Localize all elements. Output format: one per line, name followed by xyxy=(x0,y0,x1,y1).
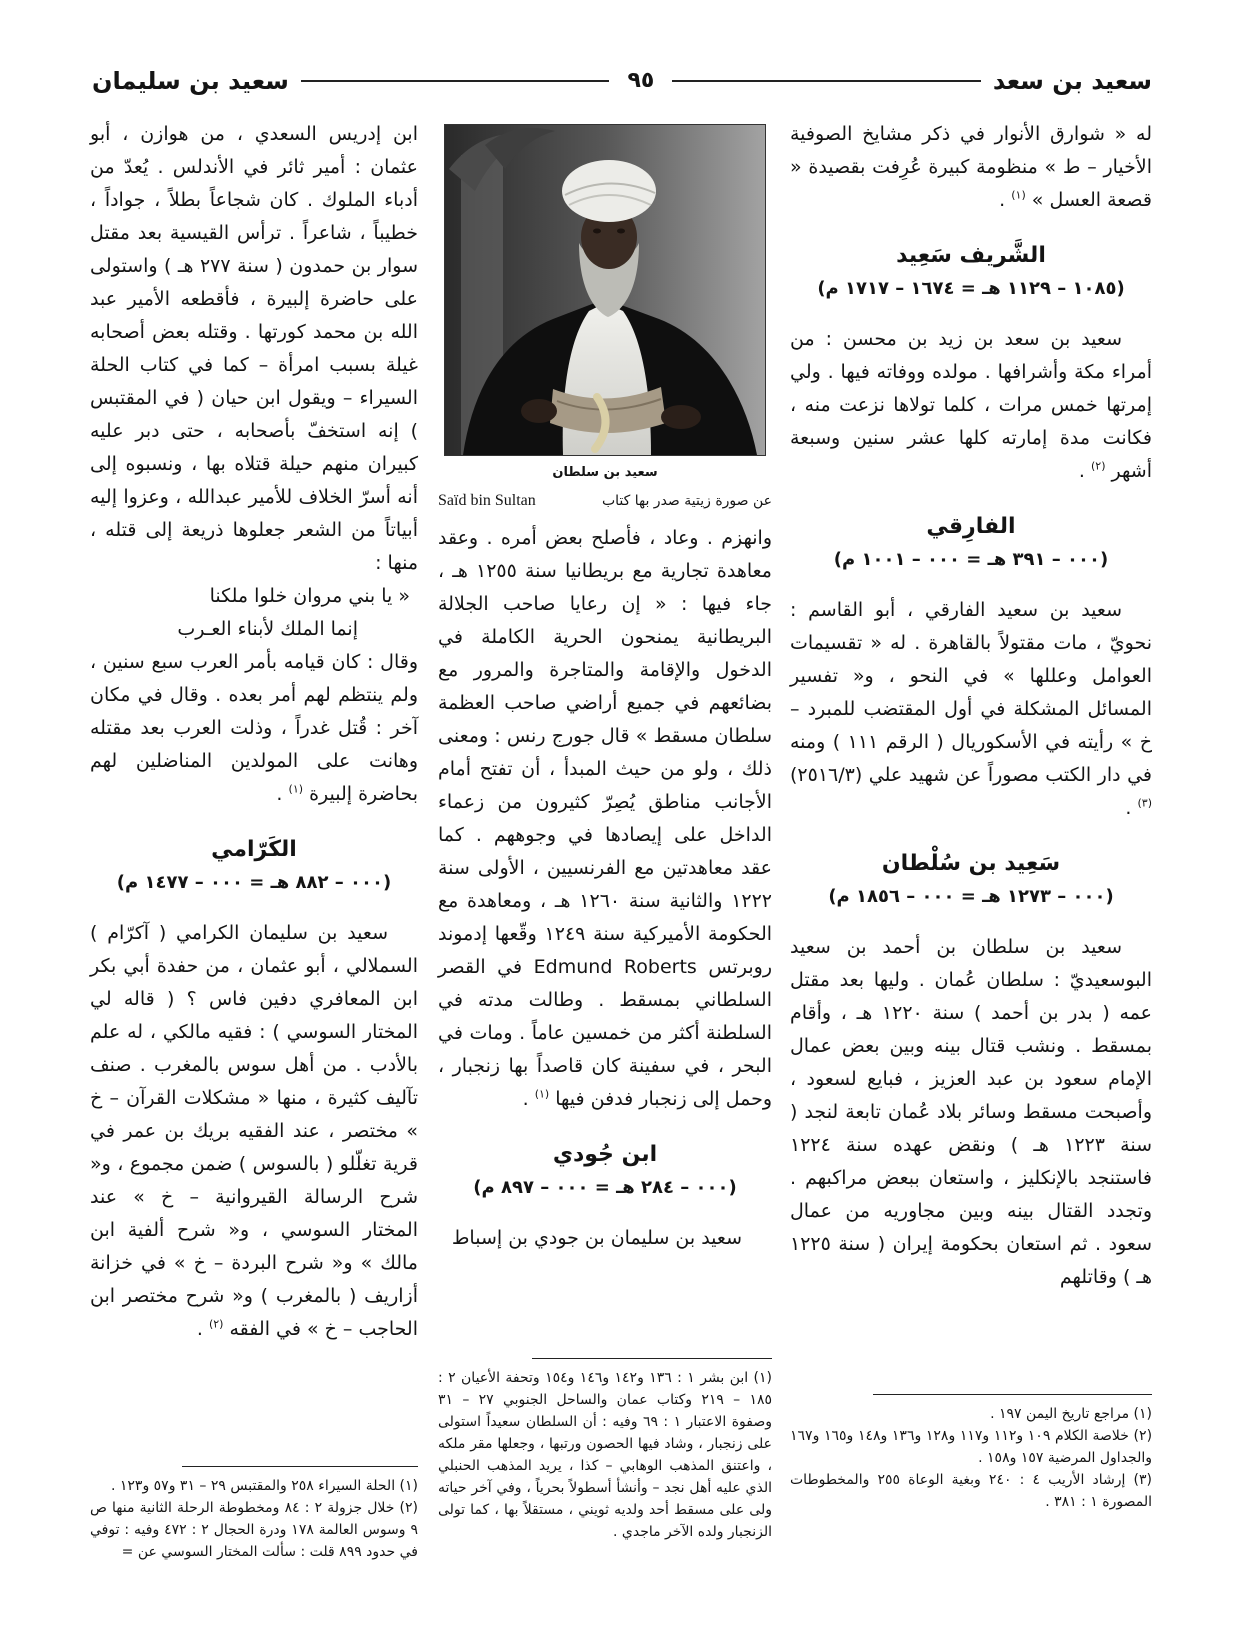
left-hand xyxy=(521,399,557,423)
entry-paragraph xyxy=(790,594,1152,825)
footnote-rule xyxy=(532,1358,772,1359)
header-right-title: سعيد بن سعد xyxy=(992,67,1152,95)
portrait-source xyxy=(438,486,772,516)
verse-line: « يا بني مروان خلوا ملكنا xyxy=(209,585,410,607)
paragraph-text: وانهزم . وعاد ، فأصلح بعض أمره . وعقد معاهدة تجارية مع بريطانيا سنة ١٢٥٥ هـ ، جاء فيها : « إن رعايا صاحب الجلالة البريطانية يمنحون الحرية الكاملة في الدخول والإقامة والمتاجرة والمرور مع بضائعهم في جميع أراضي صاحب العظمة سلطان مسقط » قال جورج رنس : ومعنى ذلك ، ولو من حيث المبدأ ، أن تفتح أمام الأجانب مناطق يُصِرّ كثيرون من زعماء الداخل على إيصادها في وجوههم . كما عقد معاهدتين مع الفرنسيين ، الأولى سنة ١٢٢٢ والثانية سنة ١٢٦٠ هـ ، ومعاهدة مع الحكومة الأميركية سنة ١٢٤٩ وقّعها إدموند روبرتس Edmund Roberts في القصر السلطاني بمسقط . وطالت مدته في السلطنة أكثر من خمسين عاماً . ومات في البحر ، في سفينة كان قاصداً بها زنجبار ، وحمل إلى زنجبار فدفن فيها xyxy=(438,527,773,1110)
footnote: (١) مراجع تاريخ اليمن ١٩٧ . xyxy=(990,1406,1152,1422)
entry-heading: الكَرّامي xyxy=(211,837,297,862)
paragraph-text: سعيد بن سليمان الكرامي ( آكرّام ) السملالي ، أبو عثمان ، من حفدة أبي بكر ابن المعافري دفين فاس ؟ ( قاله لي المختار السوسي ) : فقيه مالكي ، له علم بالأدب . من أهل سوس بالمغرب . صنف تآليف كثيرة ، منها « مشكلات القرآن – خ » مختصر ، عند الفقيه بريك بن عمر في قرية تغلّلو ( بالسوس ) ضمن مجموع ، و« شرح الرسالة القيروانية – خ » عند المختار السوسي ، و« شرح ألفية ابن مالك » و« شرح البردة – خ » في خزانة أزاريف ( بالمغرب ) و« شرح مختصر ابن الحاجب – خ » في الفقه xyxy=(90,922,418,1340)
entry-dates: (٠٠٠ – ٣٩١ هـ = ٠٠٠ – ١٠٠١ م) xyxy=(833,549,1109,570)
portrait-source-arabic: عن صورة زيتية صدر بها كتاب xyxy=(601,493,772,509)
continuation-paragraph xyxy=(90,646,418,811)
portrait-caption: سعيد بن سلطان xyxy=(552,465,658,480)
verse-line: إنما الملك لأبناء العـرب xyxy=(177,618,358,640)
header-rule xyxy=(672,80,981,82)
footnote: (٣) إرشاد الأريب ٤ : ٢٤٠ وبغية الوعاة ٢٥٥ والمخطوطات المصورة ١ : ٣٨١ . xyxy=(790,1472,1152,1510)
continuation-paragraph xyxy=(438,522,772,1116)
continuation-paragraph xyxy=(790,118,1152,217)
footnote-marker: (٣) xyxy=(1137,796,1152,810)
footnote-rule xyxy=(873,1394,1152,1395)
entry-paragraph xyxy=(90,917,418,1346)
footnotes xyxy=(790,1382,1152,1513)
entry-heading: ابن جُودي xyxy=(552,1142,658,1167)
paragraph-end: . xyxy=(276,783,289,805)
header-left-title: سعيد بن سليمان xyxy=(91,67,289,95)
middle-column xyxy=(438,118,772,1543)
portrait-source-latin: Saïd bin Sultan xyxy=(438,492,536,509)
footnote-marker: (٢) xyxy=(208,1317,224,1331)
entry-dates: (٠٠٠ – ٢٨٤ هـ = ٠٠٠ – ٨٩٧ م) xyxy=(473,1177,737,1198)
paragraph-end: . xyxy=(999,189,1012,211)
footnote: (١) الحلة السيراء ٢٥٨ والمقتبس ٢٩ – ٣١ و٥٧ و١٢٣ . xyxy=(110,1478,418,1494)
entry-dates: (٠٠٠ – ١٢٧٣ هـ = ٠٠٠ – ١٨٥٦ م) xyxy=(828,886,1114,907)
right-column xyxy=(790,118,1152,1513)
eye xyxy=(593,229,601,234)
footnote-marker: (٢) xyxy=(1091,459,1106,473)
entry-heading: الفارِقي xyxy=(926,514,1016,539)
page-number: ٩٥ xyxy=(627,68,655,93)
paragraph-text: له « شوارق الأنوار في ذكر مشايخ الصوفية الأخيار – ط » منظومة كبيرة عُرِفت بقصيدة « قصعة العسل » xyxy=(790,123,1152,211)
header-rule xyxy=(301,80,610,82)
footnote-marker: (١) xyxy=(534,1087,550,1101)
footnote: (٢) خلاصة الكلام ١٠٩ و١١٢ و١١٧ و١٢٨ و١٣٦ و١٤٨ و١٦٥ و١٦٧ والجداول المرضية ١٥٧ و١٥٨ . xyxy=(790,1428,1153,1466)
left-column xyxy=(90,118,418,1563)
paragraph-end: . xyxy=(1078,460,1091,482)
footnote-rule xyxy=(182,1466,418,1467)
portrait-image xyxy=(444,124,766,456)
eye xyxy=(617,229,625,234)
footnote-marker: (١) xyxy=(1011,188,1026,202)
paragraph-text: سعيد بن سعد بن زيد بن محسن : من أمراء مكة وأشرافها . مولده ووفاته فيها . ولي إمرتها خمس مرات ، كلما تولاها نزعت منه ، فكانت مدة إمارته كلها عشر سنين وسبعة أشهر xyxy=(790,328,1152,482)
paragraph-text: سعيد بن سعيد الفارقي ، أبو القاسم : نحويّ ، مات مقتولاً بالقاهرة . له « تقسيمات العوامل وعللها » في النحو ، و« تفسير المسائل المشكلة في أول المقتضب للمبرد – خ » رأيته في الأسكوريال ( الرقم ١١١ ) ومنه في دار الكتب مصوراً عن شهيد علي (٢٥١٦/٣) xyxy=(790,599,1153,786)
entry-paragraph: سعيد بن سليمان بن جودي بن إسباط xyxy=(451,1227,742,1249)
footnote: (١) ابن بشر ١ : ١٣٦ و١٤٢ و١٤٦ و١٥٤ وتحفة الأعيان ٢ : ١٨٥ – ٢١٩ وكتاب عمان والساحل الجنوبي ٢٧ – ٣١ وصفوة الاعتبار ١ : ٦٩ وفيه : أن السلطان سعيداً استولى على زنجبار ، وشاد فيها الحصون ورتبها ، وجعلها مقر ملكه ، واعتنق المذهب الوهابي – كذا ، يريد المذهب الحنبلي الذي عليه أهل نجد – وأنشأ أسطولاً بحرياً ، وفي آخر حياته ولى على مسقط أحد ولديه ثويني ، مستقلاً بها ، كما تولى الزنجبار ولده الآخر ماجدي . xyxy=(438,1370,773,1540)
entry-heading: سَعِيد بن سُلْطان xyxy=(881,851,1061,876)
entry-heading: الشَّريف سَعِيد xyxy=(896,243,1046,268)
entry-paragraph xyxy=(790,323,1152,488)
continuation-paragraph: ابن إدريس السعدي ، من هوازن ، أبو عثمان : أمير ثائر في الأندلس . يُعدّ من أدباء الملوك . كان شجاعاً بطلاً ، جواداً ، خطيباً ، شاعراً . ترأس القيسية بعد مقتل سوار بن حمدون ( سنة ٢٧٧ هـ ) واستولى على حاضرة إلبيرة ، فأقطعه الأمير عبد الله بن محمد كورتها . وقتله بعض أصحابه غيلة بسبب امرأة – كما في كتاب الحلة السيراء – ويقول ابن حيان ( في المقتبس ) إنه استخفّ بأصحابه ، حتى دبر عليه كبيران منهم حيلة قتلاه بها ، ونسبوه إلى أنه أسرّ الخلاف للأمير عبدالله ، وعزوا إليه أبياتاً من الشعر جعلوها ذريعة إلى قتله ، منها : xyxy=(90,123,418,574)
portrait-drawing xyxy=(445,125,765,455)
running-header xyxy=(92,60,1152,102)
footnote-marker: (١) xyxy=(288,782,304,796)
paragraph-end: . xyxy=(1125,797,1138,819)
right-hand xyxy=(661,405,701,429)
footnotes xyxy=(90,1454,418,1563)
paragraph-end: . xyxy=(522,1088,535,1110)
entry-paragraph: سعيد بن سلطان بن أحمد بن سعيد البوسعيديّ : سلطان عُمان . وليها بعد مقتل عمه ( بدر بن أحمد ) سنة ١٢٢٠ هـ ، وأقام بمسقط . ونشب قتال بينه وبين بعض عمال الإمام سعود بن عبد العزيز ، فبايع لسعود ، وأصبحت مسقط وسائر بلاد عُمان تابعة لنجد ( سنة ١٢٢٣ هـ ) ونقض عهده سنة ١٢٢٤ فاستنجد بالإنكليز ، واستعان ببعض مراكبهم . وتجدد القتال بينه وبين مجاوريه من عمال سعود . ثم استعان بحكومة إيران ( سنة ١٢٢٥ هـ ) وقاتلهم xyxy=(790,936,1152,1288)
entry-dates: (٠٠٠ – ٨٨٢ هـ = ٠٠٠ – ١٤٧٧ م) xyxy=(116,872,392,893)
entry-dates: (١٠٨٥ – ١١٢٩ هـ = ١٦٧٤ – ١٧١٧ م) xyxy=(817,278,1125,299)
paragraph-end: . xyxy=(196,1318,209,1340)
paragraph-text: وقال : كان قيامه بأمر العرب سبع سنين ، ولم ينتظم لهم أمر بعده . وقال في مكان آخر : قُتل غدراً ، وذلت العرب بعد مقتله وهانت على المولدين المناضلين لهم بحاضرة إلبيرة xyxy=(90,651,418,805)
footnote: (٢) خلال جزولة ٢ : ٨٤ ومخطوطة الرحلة الثانية منها ص ٩ وسوس العالمة ١٧٨ ودرة الحجال ٢ : ٤٧٢ وفيه : توفي في حدود ٨٩٩ قلت : سألت المختار السوسي عن = xyxy=(90,1500,418,1560)
footnotes xyxy=(438,1346,772,1543)
